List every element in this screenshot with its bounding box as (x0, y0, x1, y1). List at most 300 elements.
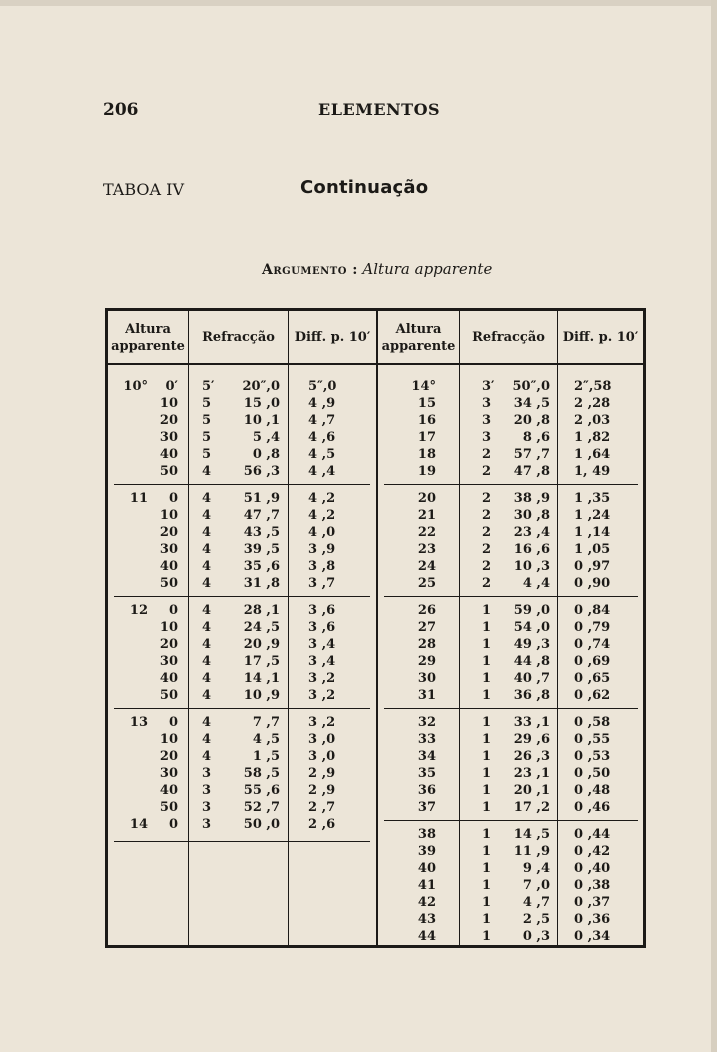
group-rule (114, 484, 370, 485)
altura-degrees: 20 (417, 491, 436, 506)
refraction-minutes: 4 (202, 688, 212, 703)
diff-value: 2″,58 (574, 379, 612, 394)
table-row (378, 446, 643, 463)
refraction-minutes: 1 (482, 749, 492, 764)
diff-value: 0 ,50 (574, 766, 611, 781)
diff-value: 0 ,34 (574, 929, 611, 944)
altura-minutes: 50 (159, 464, 178, 479)
diff-value: 0 ,74 (574, 637, 611, 652)
diff-value: 4 ,6 (308, 430, 336, 445)
header-diff-right: Diff. p. 10′ (562, 330, 639, 345)
group-rule (384, 820, 638, 821)
header-refraccao-left: Refracção (202, 330, 275, 345)
refraction-seconds: 28 ,1 (243, 603, 280, 618)
running-head: ELEMENTOS (318, 100, 441, 119)
refraction-seconds: 50″,0 (512, 379, 550, 394)
refraction-seconds: 11 ,9 (513, 844, 550, 859)
table-row (378, 826, 643, 843)
altura-degrees: 12 (129, 603, 148, 618)
refraction-seconds: 47 ,8 (513, 464, 550, 479)
diff-value: 0 ,46 (574, 800, 611, 815)
refraction-minutes: 1 (482, 827, 492, 842)
group-rule (114, 596, 370, 597)
refraction-minutes: 1 (482, 912, 492, 927)
altura-degrees: 38 (417, 827, 436, 842)
table-row (378, 731, 643, 748)
altura-minutes: 20 (159, 749, 178, 764)
refraction-minutes: 4 (202, 749, 212, 764)
refraction-seconds: 20 ,9 (243, 637, 280, 652)
altura-degrees: 17 (417, 430, 436, 445)
altura-minutes: 10 (159, 620, 178, 635)
diff-value: 4 ,9 (308, 396, 336, 411)
table-row (108, 575, 376, 592)
altura-minutes: 0 (168, 715, 178, 730)
table-row (378, 670, 643, 687)
refraction-seconds: 57 ,7 (513, 447, 550, 462)
diff-value: 3 ,6 (308, 603, 336, 618)
refraction-minutes: 4 (202, 508, 212, 523)
diff-value: 3 ,0 (308, 732, 336, 747)
table-row (378, 490, 643, 507)
altura-minutes: 0 (168, 817, 178, 832)
table-subtitle: Continuação (300, 177, 429, 198)
refraction-minutes: 5 (202, 447, 212, 462)
refraction-minutes: 5 (202, 413, 212, 428)
refraction-seconds: 31 ,8 (243, 576, 280, 591)
altura-minutes: 40 (159, 559, 178, 574)
refraction-minutes: 3′ (482, 379, 495, 394)
table-row (108, 816, 376, 833)
altura-degrees: 35 (417, 766, 436, 781)
refraction-seconds: 30 ,8 (513, 508, 550, 523)
table-row (378, 748, 643, 765)
table-row (378, 524, 643, 541)
refraction-minutes: 4 (202, 559, 212, 574)
altura-minutes: 30 (159, 542, 178, 557)
altura-degrees: 24 (417, 559, 436, 574)
altura-minutes: 50 (159, 800, 178, 815)
header-rule (108, 363, 643, 365)
refraction-seconds: 7 ,0 (522, 878, 550, 893)
refraction-seconds: 16 ,6 (513, 542, 550, 557)
table-row (378, 619, 643, 636)
table-row (108, 490, 376, 507)
refraction-minutes: 4 (202, 491, 212, 506)
diff-value: 4 ,7 (308, 413, 336, 428)
refraction-minutes: 2 (482, 508, 492, 523)
altura-degrees: 34 (417, 749, 436, 764)
refraction-minutes: 1 (482, 654, 492, 669)
group-rule (114, 708, 370, 709)
table-row (378, 687, 643, 704)
altura-degrees: 19 (417, 464, 436, 479)
header-altura-left: Altura apparente (111, 322, 185, 354)
refraction-seconds: 36 ,8 (513, 688, 550, 703)
refraction-seconds: 14 ,5 (513, 827, 550, 842)
table-row (108, 378, 376, 395)
table-row (378, 412, 643, 429)
refraction-minutes: 4 (202, 654, 212, 669)
group-rule (384, 708, 638, 709)
diff-value: 1 ,24 (574, 508, 611, 523)
refraction-seconds: 0 ,8 (252, 447, 280, 462)
altura-degrees: 28 (417, 637, 436, 652)
refraction-minutes: 2 (482, 447, 492, 462)
table-row (378, 602, 643, 619)
altura-degrees: 11 (129, 491, 148, 506)
table-row (108, 524, 376, 541)
page-edge-right (711, 0, 717, 1052)
diff-value: 0 ,42 (574, 844, 611, 859)
refraction-minutes: 5′ (202, 379, 215, 394)
altura-degrees: 16 (417, 413, 436, 428)
diff-value: 5″,0 (308, 379, 337, 394)
refraction-minutes: 4 (202, 620, 212, 635)
diff-value: 3 ,4 (308, 637, 336, 652)
refraction-minutes: 4 (202, 576, 212, 591)
altura-degrees: 23 (417, 542, 436, 557)
altura-minutes: 10 (159, 732, 178, 747)
refraction-minutes: 2 (482, 464, 492, 479)
refraction-minutes: 3 (202, 817, 212, 832)
table-row (108, 463, 376, 480)
refraction-seconds: 4 ,4 (522, 576, 550, 591)
table-row (108, 670, 376, 687)
refraction-seconds: 23 ,4 (513, 525, 550, 540)
diff-value: 0 ,53 (574, 749, 611, 764)
altura-degrees: 22 (417, 525, 436, 540)
refraction-minutes: 2 (482, 525, 492, 540)
refraction-seconds: 0 ,3 (522, 929, 550, 944)
refraction-seconds: 2 ,5 (522, 912, 550, 927)
diff-value: 4 ,4 (308, 464, 336, 479)
refraction-seconds: 38 ,9 (513, 491, 550, 506)
refraction-minutes: 2 (482, 542, 492, 557)
altura-degrees: 18 (417, 447, 436, 462)
refraction-minutes: 4 (202, 603, 212, 618)
refraction-seconds: 51 ,9 (243, 491, 280, 506)
table-label: TABOA IV (103, 180, 185, 199)
table-row (108, 602, 376, 619)
refraction-minutes: 3 (202, 800, 212, 815)
diff-value: 3 ,2 (308, 671, 336, 686)
diff-value: 1 ,05 (574, 542, 611, 557)
refraction-seconds: 54 ,0 (513, 620, 550, 635)
altura-minutes: 30 (159, 430, 178, 445)
refraction-minutes: 4 (202, 637, 212, 652)
table-row (108, 636, 376, 653)
refraction-minutes: 1 (482, 878, 492, 893)
refraction-minutes: 1 (482, 861, 492, 876)
diff-value: 3 ,4 (308, 654, 336, 669)
refraction-minutes: 1 (482, 637, 492, 652)
refraction-seconds: 10 ,1 (243, 413, 280, 428)
refraction-seconds: 5 ,4 (252, 430, 280, 445)
refraction-minutes: 1 (482, 929, 492, 944)
diff-value: 0 ,58 (574, 715, 611, 730)
refraction-seconds: 34 ,5 (513, 396, 550, 411)
group-rule (114, 841, 370, 842)
refraction-minutes: 1 (482, 603, 492, 618)
diff-value: 2 ,9 (308, 766, 336, 781)
refraction-minutes: 4 (202, 715, 212, 730)
altura-minutes: 50 (159, 576, 178, 591)
refraction-seconds: 9 ,4 (522, 861, 550, 876)
header-refraccao-right: Refracção (472, 330, 545, 345)
table-row (378, 765, 643, 782)
refraction-minutes: 4 (202, 542, 212, 557)
refraction-seconds: 50 ,0 (243, 817, 280, 832)
altura-minutes: 10 (159, 396, 178, 411)
refraction-seconds: 1 ,5 (252, 749, 280, 764)
refraction-seconds: 52 ,7 (243, 800, 280, 815)
diff-value: 0 ,69 (574, 654, 611, 669)
diff-value: 0 ,37 (574, 895, 611, 910)
altura-minutes: 20 (159, 413, 178, 428)
diff-value: 0 ,84 (574, 603, 611, 618)
group-rule (384, 596, 638, 597)
table-row (378, 541, 643, 558)
altura-degrees: 30 (417, 671, 436, 686)
diff-value: 3 ,9 (308, 542, 336, 557)
table-row (108, 687, 376, 704)
table-row (108, 748, 376, 765)
table-row (378, 928, 643, 945)
altura-degrees: 21 (417, 508, 436, 523)
refraction-seconds: 4 ,5 (252, 732, 280, 747)
table-row (108, 714, 376, 731)
diff-value: 2 ,7 (308, 800, 336, 815)
diff-value: 0 ,48 (574, 783, 611, 798)
altura-degrees: 33 (417, 732, 436, 747)
diff-value: 4 ,2 (308, 491, 336, 506)
argument-value: Altura apparente (362, 260, 493, 278)
altura-degrees: 42 (417, 895, 436, 910)
altura-degrees: 31 (417, 688, 436, 703)
refraction-minutes: 2 (482, 559, 492, 574)
table-row (378, 507, 643, 524)
diff-value: 0 ,79 (574, 620, 611, 635)
refraction-minutes: 1 (482, 844, 492, 859)
table-row (378, 463, 643, 480)
refraction-minutes: 3 (202, 783, 212, 798)
refraction-minutes: 1 (482, 620, 492, 635)
refraction-minutes: 4 (202, 464, 212, 479)
refraction-minutes: 1 (482, 895, 492, 910)
refraction-minutes: 3 (482, 413, 492, 428)
altura-degrees: 10° (123, 379, 148, 394)
refraction-seconds: 10 ,3 (513, 559, 550, 574)
table-row (378, 877, 643, 894)
table-row (378, 378, 643, 395)
argument-line (262, 260, 492, 278)
refraction-seconds: 43 ,5 (243, 525, 280, 540)
table-row (378, 782, 643, 799)
table-row (108, 541, 376, 558)
table-row (378, 799, 643, 816)
refraction-minutes: 4 (202, 732, 212, 747)
altura-minutes: 30 (159, 654, 178, 669)
diff-value: 1, 49 (574, 464, 611, 479)
diff-value: 0 ,97 (574, 559, 611, 574)
refraction-seconds: 56 ,3 (243, 464, 280, 479)
altura-degrees: 15 (417, 396, 436, 411)
diff-value: 0 ,44 (574, 827, 611, 842)
refraction-seconds: 33 ,1 (513, 715, 550, 730)
altura-degrees: 37 (417, 800, 436, 815)
refraction-seconds: 24 ,5 (243, 620, 280, 635)
refraction-seconds: 26 ,3 (513, 749, 550, 764)
table-row (378, 575, 643, 592)
refraction-minutes: 1 (482, 800, 492, 815)
altura-degrees: 26 (417, 603, 436, 618)
table-row (108, 429, 376, 446)
altura-minutes: 30 (159, 766, 178, 781)
refraction-minutes: 2 (482, 576, 492, 591)
header-diff-left: Diff. p. 10′ (294, 330, 371, 345)
diff-value: 0 ,65 (574, 671, 611, 686)
refraction-seconds: 40 ,7 (513, 671, 550, 686)
refraction-seconds: 17 ,2 (513, 800, 550, 815)
diff-value: 2 ,03 (574, 413, 611, 428)
refraction-seconds: 44 ,8 (513, 654, 550, 669)
table-row (378, 911, 643, 928)
diff-value: 3 ,2 (308, 715, 336, 730)
table-row (108, 619, 376, 636)
refraction-seconds: 20″,0 (242, 379, 280, 394)
refraction-table (105, 308, 646, 948)
refraction-minutes: 3 (482, 430, 492, 445)
diff-value: 4 ,0 (308, 525, 336, 540)
refraction-seconds: 15 ,0 (243, 396, 280, 411)
diff-value: 3 ,6 (308, 620, 336, 635)
refraction-minutes: 5 (202, 396, 212, 411)
refraction-seconds: 59 ,0 (513, 603, 550, 618)
altura-minutes: 40 (159, 447, 178, 462)
refraction-seconds: 8 ,6 (522, 430, 550, 445)
altura-degrees: 39 (417, 844, 436, 859)
altura-degrees: 43 (417, 912, 436, 927)
diff-value: 4 ,2 (308, 508, 336, 523)
refraction-minutes: 4 (202, 671, 212, 686)
altura-degrees: 40 (417, 861, 436, 876)
table-row (108, 507, 376, 524)
refraction-seconds: 20 ,1 (513, 783, 550, 798)
argument-label: Argumento : (262, 262, 358, 278)
diff-value: 3 ,0 (308, 749, 336, 764)
altura-degrees: 44 (417, 929, 436, 944)
refraction-minutes: 1 (482, 766, 492, 781)
diff-value: 3 ,8 (308, 559, 336, 574)
refraction-minutes: 2 (482, 491, 492, 506)
table-row (108, 446, 376, 463)
refraction-seconds: 49 ,3 (513, 637, 550, 652)
diff-value: 1 ,82 (574, 430, 611, 445)
refraction-seconds: 29 ,6 (513, 732, 550, 747)
table-row (108, 395, 376, 412)
altura-minutes: 0 (168, 603, 178, 618)
altura-degrees: 25 (417, 576, 436, 591)
table-row (378, 558, 643, 575)
diff-value: 0 ,90 (574, 576, 611, 591)
table-row (108, 558, 376, 575)
refraction-seconds: 55 ,6 (243, 783, 280, 798)
altura-minutes: 40 (159, 671, 178, 686)
refraction-seconds: 47 ,7 (243, 508, 280, 523)
diff-value: 2 ,28 (574, 396, 611, 411)
diff-value: 0 ,40 (574, 861, 611, 876)
refraction-minutes: 3 (202, 766, 212, 781)
refraction-minutes: 4 (202, 525, 212, 540)
refraction-minutes: 5 (202, 430, 212, 445)
altura-minutes: 20 (159, 637, 178, 652)
refraction-minutes: 1 (482, 715, 492, 730)
refraction-seconds: 20 ,8 (513, 413, 550, 428)
altura-minutes: 50 (159, 688, 178, 703)
table-row (378, 636, 643, 653)
altura-degrees: 14 (129, 817, 148, 832)
refraction-minutes: 1 (482, 732, 492, 747)
refraction-minutes: 1 (482, 783, 492, 798)
diff-value: 3 ,7 (308, 576, 336, 591)
diff-value: 3 ,2 (308, 688, 336, 703)
altura-degrees: 13 (129, 715, 148, 730)
altura-degrees: 41 (417, 878, 436, 893)
altura-minutes: 0′ (165, 379, 178, 394)
table-row (108, 412, 376, 429)
diff-value: 0 ,36 (574, 912, 611, 927)
diff-value: 1 ,14 (574, 525, 611, 540)
diff-value: 1 ,35 (574, 491, 611, 506)
diff-value: 0 ,55 (574, 732, 611, 747)
table-row (378, 429, 643, 446)
refraction-seconds: 35 ,6 (243, 559, 280, 574)
table-row (378, 395, 643, 412)
refraction-seconds: 58 ,5 (243, 766, 280, 781)
table-row (378, 860, 643, 877)
altura-minutes: 10 (159, 508, 178, 523)
table-row (108, 653, 376, 670)
diff-value: 2 ,6 (308, 817, 336, 832)
table-row (108, 765, 376, 782)
altura-minutes: 0 (168, 491, 178, 506)
refraction-seconds: 4 ,7 (522, 895, 550, 910)
refraction-seconds: 23 ,1 (513, 766, 550, 781)
header-altura-right: Altura apparente (381, 322, 456, 354)
table-row (378, 714, 643, 731)
refraction-seconds: 7 ,7 (252, 715, 280, 730)
table-row (378, 653, 643, 670)
page-edge (0, 0, 717, 6)
table-row (108, 731, 376, 748)
altura-degrees: 14° (411, 379, 436, 394)
diff-value: 0 ,62 (574, 688, 611, 703)
group-rule (384, 484, 638, 485)
table-row (108, 799, 376, 816)
refraction-minutes: 1 (482, 688, 492, 703)
refraction-seconds: 14 ,1 (243, 671, 280, 686)
diff-value: 1 ,64 (574, 447, 611, 462)
table-row (378, 894, 643, 911)
altura-degrees: 27 (417, 620, 436, 635)
altura-degrees: 36 (417, 783, 436, 798)
table-row (108, 782, 376, 799)
altura-minutes: 40 (159, 783, 178, 798)
refraction-seconds: 17 ,5 (243, 654, 280, 669)
refraction-seconds: 10 ,9 (243, 688, 280, 703)
refraction-minutes: 1 (482, 671, 492, 686)
